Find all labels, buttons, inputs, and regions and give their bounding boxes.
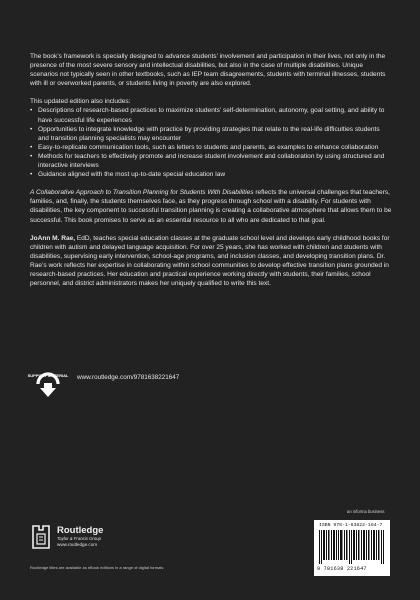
publisher-group: Taylor & Francis Group [57, 536, 102, 541]
author-bio: EdD, teaches special education classes at the graduate school level and develops early childhood books for children with autism and delayed language acquisition. For over 25 years, she has worked with children and students with disabilities, supervising early intervention, school-age programs, and inclusion classes, and developing transition plans. Dr. Rae’s work reflects her expertise in collaborating within school communities to develop effective transition plans grounded in research-based practices. Her education and practical experience working directly with students, their families, school personnel, and district administrators makes her uniquely qualified to write this text. [30, 234, 390, 288]
feature-item: • Easy-to-replicate communication tools, such as letters to students and parents, as examples to enhance collaboration [30, 143, 392, 152]
support-material-link[interactable]: www.routledge.com/9781638221647 [77, 374, 180, 381]
book-title: A Collaborative Approach to Transition Planning for Students With Disabilities [30, 189, 254, 197]
publisher-name: Routledge [57, 525, 104, 536]
feature-item: • Opportunities to integrate knowledge with practice by providing strategies that relate to the real-life difficulties students and transition planning specialists may encounter [30, 125, 392, 143]
isbn-barcode [314, 520, 390, 576]
ebook-note: Routledge titles are available as eBook editions in a range of digital formats [30, 565, 164, 570]
features-intro: This updated edition also includes: [30, 98, 131, 106]
publisher-block [30, 524, 160, 550]
author-bio-paragraph [30, 234, 392, 289]
summary-paragraph [30, 188, 392, 224]
barcode-bars [319, 530, 385, 564]
support-material-icon [27, 364, 69, 400]
publisher-url[interactable]: www.routledge.com [57, 542, 98, 547]
routledge-logo-icon [30, 524, 52, 550]
feature-item: • Descriptions of research-based practices to maximize students’ self-determination, autonomy, goal setting, and ability to have successful life experiences [30, 106, 392, 124]
description-paragraph: The book’s framework is specially designed to advance students’ involvement and participation in their lives, not only in the presence of the most severe sensory and intellectual disabilities, but also in the case of multiple disabilities. Unique scenarios not typically seen in other textbooks, such as IEP team disagreements, students with terminal illnesses, students with ill or overworked parents, or students living in poverty are also explored. [30, 53, 386, 88]
summary-text: reflects the universal challenges that teachers, families, and, finally, the students themselves face, as they progress through school with a disability. For students with disabilities, the key component to successful transition planning is creating a collaborative atmosphere that allows them to be successful. This book promises to serve as an essential resource to all who are dedicated to that goal. [30, 189, 392, 224]
barcode-digits: 9 781638 221647 [317, 566, 367, 572]
informa-label: an informa business [347, 509, 385, 514]
isbn-number: ISBN 978-1-63822-164-7 [319, 523, 383, 528]
support-material-badge-text: SUPPORT MATERIAL [27, 373, 69, 378]
author-name: JoAnn M. Rae, [30, 234, 76, 242]
features-list [30, 106, 392, 179]
feature-item: • Guidance aligned with the most up-to-date special education law [30, 170, 392, 179]
back-cover-text [30, 52, 392, 288]
feature-item: • Methods for teachers to effectively promote and increase student involvement and collaboration by using structured and interactive interviews [30, 152, 392, 170]
